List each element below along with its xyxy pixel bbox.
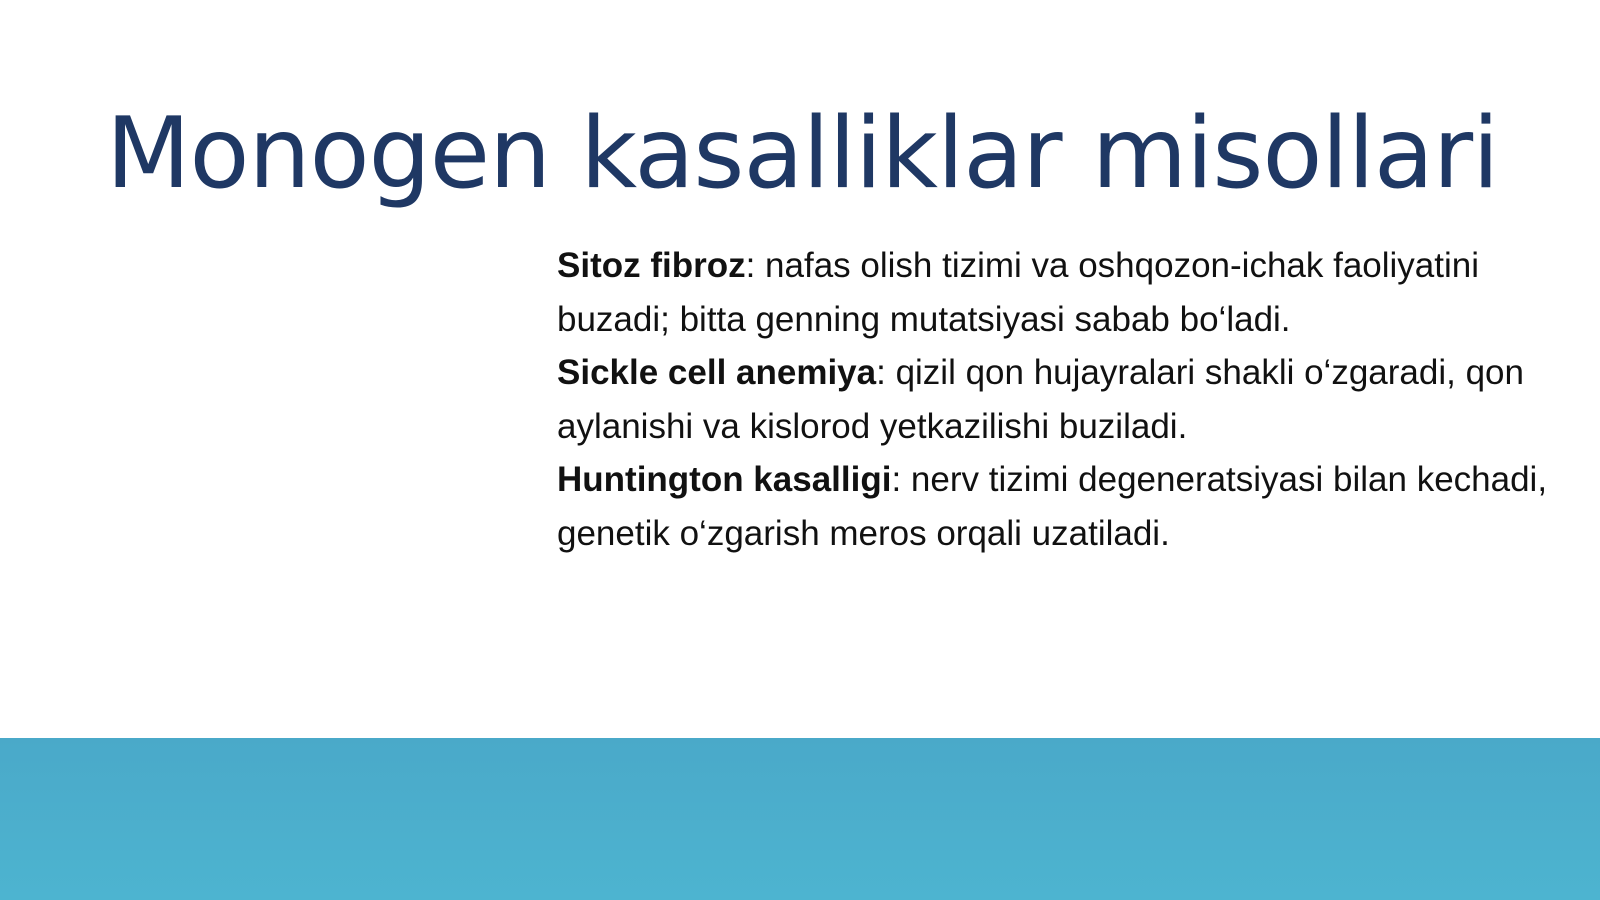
item-term: Huntington kasalligi <box>557 460 892 499</box>
list-item <box>557 346 1557 453</box>
bottom-band <box>0 738 1600 900</box>
item-description: nafas olish tizimi va oshqozon-ichak faoliyatini buzadi; bitta genning mutatsiyasi sabab bo‘ladi. <box>557 246 1480 339</box>
slide-title: Monogen kasalliklar misollari <box>106 97 1499 211</box>
item-description: nerv tizimi degeneratsiyasi bilan kechadi, genetik o‘zgarish meros orqali uzatiladi. <box>557 460 1548 553</box>
list-item <box>557 239 1557 346</box>
slide-content <box>557 239 1557 560</box>
item-term: Sickle cell anemiya <box>557 353 877 392</box>
item-separator: : <box>876 353 896 392</box>
list-item <box>557 453 1557 560</box>
item-separator: : <box>891 460 911 499</box>
item-description: qizil qon hujayralari shakli o‘zgaradi, qon aylanishi va kislorod yetkazilishi buziladi. <box>557 353 1524 446</box>
item-term: Sitoz fibroz <box>557 246 746 285</box>
item-separator: : <box>745 246 766 285</box>
